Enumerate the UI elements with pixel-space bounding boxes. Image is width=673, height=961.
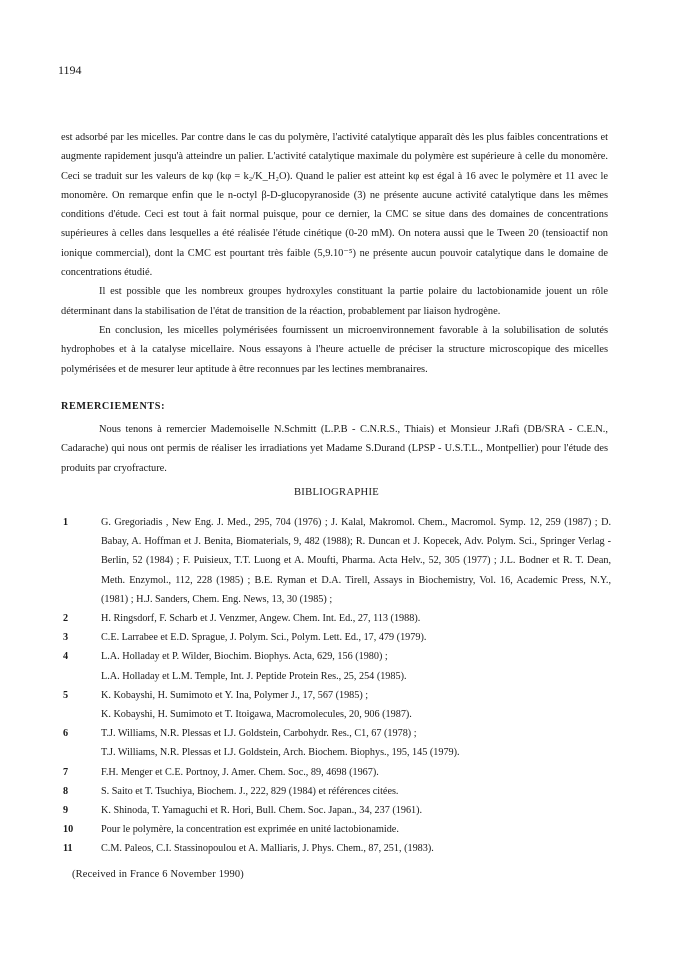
paragraph: En conclusion, les micelles polymérisées fournissent un microenvironnement favorable à la solubilisation de solutés hydrophobes et à la catalyse micellaire. Nous essayons à l'heure actuelle de préciser la structure microscopique des micelles polymérisées et de mesurer leur aptitude à être reconnues par les lectines membranaires. xyxy=(61,324,608,375)
reference-text: C.E. Larrabee et E.D. Sprague, J. Polym. Sci., Polym. Lett. Ed., 17, 479 (1979). xyxy=(101,632,427,644)
reference-text: T.J. Williams, N.R. Plessas et I.J. Goldstein, Arch. Biochem. Biophys., 195, 145 (1979). xyxy=(101,747,460,759)
reference-text: G. Gregoriadis , New Eng. J. Med., 295, 704 (1976) ; J. Kalal, Makromol. Chem., Macromol. Symp. 12, 259 (1987) ; D. Babay, A. Hoffman et J. Benita, Biomaterials, 9, 482 (1988); R. Duncan et J. Kopecek, Adv. Polym. Sci., Springer Verlag - Berlin, 52 (1984) ; F. Puisieux, T.T. Luong et A. Moufti, Pharma. Acta Helv., 52, 305 (1977) ; J.L. Bodner et R. T. Dean, Meth. Enzymol., 112, 228 (1985) ; B.E. Ryman et D.A. Tirell, Assays in Biochemistry, Vol. 16, Academic Press, N.Y., (1981) ; H.J. Sanders, Chem. Eng. News, 13, 30 (1985) ; xyxy=(101,517,611,605)
reference-number: 5 xyxy=(63,689,69,701)
reference-text: Pour le polymère, la concentration est exprimée en unité lactobionamide. xyxy=(101,824,399,836)
reference-item xyxy=(61,647,611,685)
reference-number: 9 xyxy=(63,805,69,817)
reference-item xyxy=(61,839,611,858)
acknowledgements-text: Nous tenons à remercier Mademoiselle N.Schmitt (L.P.B - C.N.R.S., Thiais) et Monsieur J.Rafi (DB/SRA - C.E.N., Cadarache) qui nous ont permis de réaliser les irradiations yet Madame S.Durand (LPSP - U.S.T.L., Montpellier) pour l'étude des produits par cryofracture. xyxy=(61,424,608,474)
acknowledgements-heading: REMERCIEMENTS: xyxy=(61,401,166,412)
reference-text: K. Kobayshi, H. Sumimoto et Y. Ina, Polymer J., 17, 567 (1985) ; xyxy=(101,689,369,701)
reference-text: T.J. Williams, N.R. Plessas et I.J. Goldstein, Carbohydr. Res., C1, 67 (1978) ; xyxy=(101,728,417,740)
reference-item xyxy=(61,609,611,628)
reference-item xyxy=(61,628,611,647)
reference-item xyxy=(61,724,611,762)
paragraph: est adsorbé par les micelles. Par contre dans le cas du polymère, l'activité catalytique apparaît dès les plus faibles concentrations et augmente rapidement jusqu'à atteindre un palier. L'activité catalytique maximale du polymère est supérieure à celle du monomère. Ceci se traduit sur les valeurs de kφ (kφ = k₂/K_H₂O). Quand le palier est atteint kφ est égal à 16 avec le polymère et 11 avec le monomère. On remarque enfin que le n-octyl β-D-glucopyranoside (3) ne présente aucune activité catalytique dans les mêmes conditions d'étude. Ceci est tout à fait normal puisque, pour ce dernier, la CMC se situe dans des domaines de concentrations supérieures à celles dans lesquelles a été réalisée l'étude cinétique (0-20 mM). On notera aussi que le Tween 20 (tensioactif non ionique commercial), dont la CMC est pourtant très faible (5,9.10⁻⁵) ne présente aucun pouvoir catalytique dans le domaine de concentrations étudié. xyxy=(61,132,608,279)
reference-item xyxy=(61,820,611,839)
reference-item xyxy=(61,513,611,609)
reference-list xyxy=(61,513,611,859)
reference-text: S. Saito et T. Tsuchiya, Biochem. J., 222, 829 (1984) et références citées. xyxy=(101,785,399,797)
reference-number: 1 xyxy=(63,517,69,528)
reference-text: L.A. Holladay et P. Wilder, Biochim. Biophys. Acta, 629, 156 (1980) ; xyxy=(101,651,388,663)
paragraph: Il est possible que les nombreux groupes hydroxyles constituant la partie polaire du lactobionamide jouent un rôle déterminant dans la stabilisation de l'état de transition de la réaction, probablement par liaison hydrogène. xyxy=(61,286,608,317)
reference-number: 2 xyxy=(63,613,69,625)
reference-text: K. Kobayshi, H. Sumimoto et T. Itoigawa, Macromolecules, 20, 906 (1987). xyxy=(101,709,412,721)
reference-item xyxy=(61,801,611,820)
reference-number: 10 xyxy=(63,824,74,836)
reference-number: 8 xyxy=(63,785,69,797)
reference-text: F.H. Menger et C.E. Portnoy, J. Amer. Chem. Soc., 89, 4698 (1967). xyxy=(101,766,379,778)
reference-number: 6 xyxy=(63,728,69,740)
reference-number: 11 xyxy=(63,843,73,855)
reference-text: L.A. Holladay et L.M. Temple, Int. J. Peptide Protein Res., 25, 254 (1985). xyxy=(101,670,407,682)
bibliography-title: BIBLIOGRAPHIE xyxy=(293,487,380,498)
body-text xyxy=(61,128,608,379)
reference-text: H. Ringsdorf, F. Scharb et J. Venzmer, Angew. Chem. Int. Ed., 27, 113 (1988). xyxy=(101,613,421,625)
reference-item xyxy=(61,763,611,782)
reference-item xyxy=(61,686,611,724)
reference-number: 4 xyxy=(63,651,69,663)
reference-text: K. Shinoda, T. Yamaguchi et R. Hori, Bull. Chem. Soc. Japan., 34, 237 (1961). xyxy=(101,805,423,817)
reference-number: 7 xyxy=(63,766,69,778)
reference-item xyxy=(61,782,611,801)
received-date: (Received in France 6 November 1990) xyxy=(72,869,244,880)
reference-text: C.M. Paleos, C.I. Stassinopoulou et A. Malliaris, J. Phys. Chem., 87, 251, (1983). xyxy=(101,843,434,855)
page-number: 1194 xyxy=(58,63,82,77)
reference-number: 3 xyxy=(63,632,69,644)
